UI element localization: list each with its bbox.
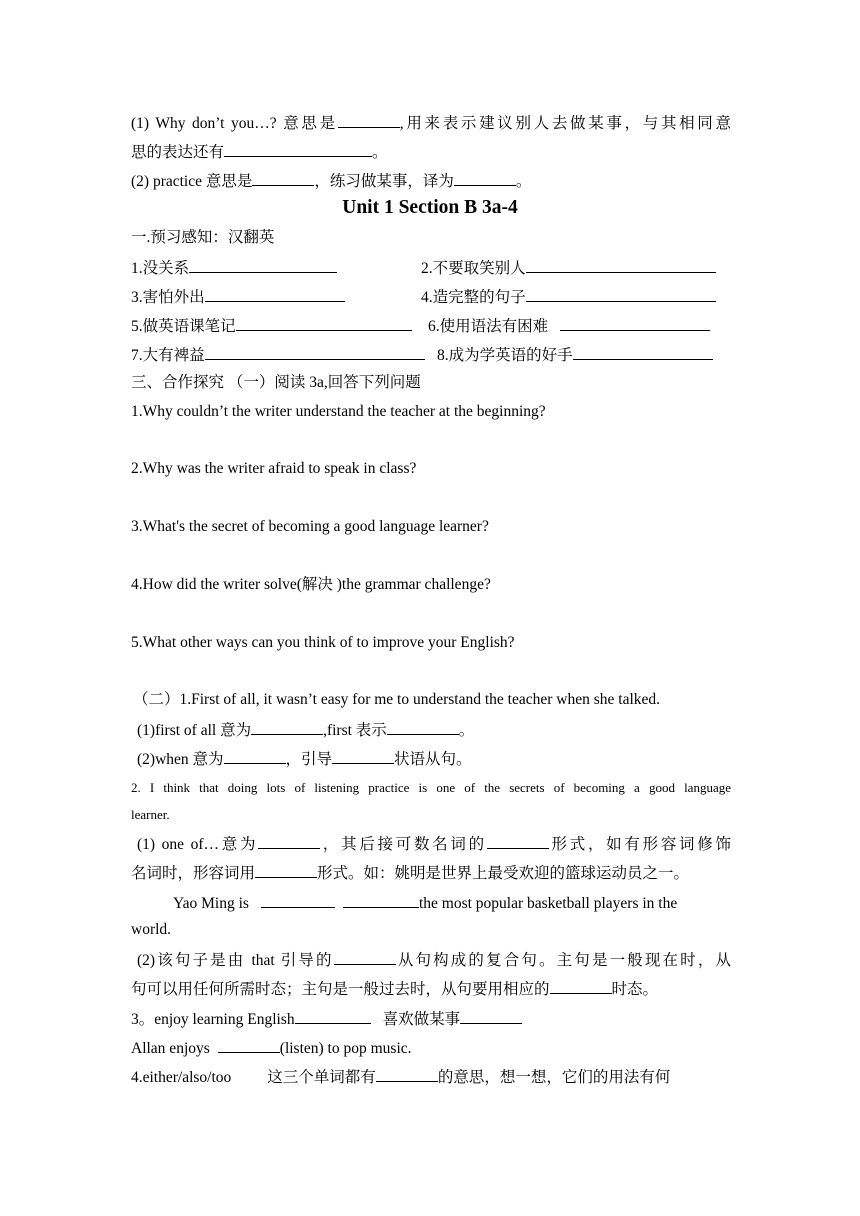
sentence-2-q1-line-1: [137, 833, 731, 855]
blank[interactable]: [487, 833, 549, 849]
text: 形式，如有形容词修饰: [548, 836, 731, 853]
question-1: 1.Why couldn’t the writer understand the teacher at the beginning?: [131, 403, 546, 420]
preview-label: 8.成为学英语的好手: [437, 347, 573, 364]
blank[interactable]: [343, 892, 419, 908]
sentence-4: [131, 1066, 670, 1088]
question-3: 3.What's the secret of becoming a good language learner?: [131, 518, 489, 535]
preview-label: 7.大有裨益: [131, 347, 205, 364]
blank[interactable]: [573, 344, 713, 360]
intro-line-3: [131, 170, 531, 192]
preview-heading: 一.预习感知：汉翻英: [131, 229, 275, 246]
blank[interactable]: [295, 1008, 371, 1024]
blank[interactable]: [189, 257, 337, 273]
blank[interactable]: [332, 748, 394, 764]
sentence-2-q1-line-3: [173, 892, 677, 914]
text: Yao Ming is: [173, 895, 249, 912]
preview-label: 3.害怕外出: [131, 289, 205, 306]
blank[interactable]: [224, 141, 372, 157]
blank[interactable]: [205, 344, 425, 360]
text: 句可以用任何所需时态；主句是一般过去时，从句要用相应的: [131, 981, 550, 998]
text: the most popular basketball players in the: [418, 895, 678, 912]
sentence-2-q2-line-2: [131, 978, 658, 1000]
blank[interactable]: [460, 1008, 522, 1024]
sentence-1-q2: [137, 748, 472, 770]
explore-heading: 三、合作探究 （一）阅读 3a,回答下列问题: [131, 374, 421, 391]
text: (listen) to pop music.: [279, 1040, 412, 1057]
blank[interactable]: [255, 862, 317, 878]
question-4: 4.How did the writer solve(解决 )the grammar challenge?: [131, 576, 491, 593]
text: 状语从句。: [394, 751, 472, 768]
blank[interactable]: [560, 315, 710, 331]
blank[interactable]: [205, 286, 345, 302]
intro-text: ，练习做某事，译为: [314, 173, 454, 190]
blank[interactable]: [252, 170, 314, 186]
sentence-2-q2-line-1: [137, 949, 731, 971]
sentence-1-q1: [137, 719, 474, 741]
text: ，其后接可数名词的: [320, 836, 487, 853]
sentence-2-line-1: 2. I think that doing lots of listening practice is one of the secrets of becoming a good language: [131, 780, 731, 795]
text: 的意思，想一想，它们的用法有何: [437, 1069, 671, 1086]
page-title: Unit 1 Section B 3a-4: [342, 197, 518, 218]
intro-text: (1) Why don’t you…? 意思是: [131, 115, 338, 132]
blank[interactable]: [387, 719, 459, 735]
blank[interactable]: [526, 286, 716, 302]
blank[interactable]: [236, 315, 412, 331]
preview-label: 1.没关系: [131, 260, 190, 277]
intro-text: 思的表达还有: [131, 144, 225, 161]
blank[interactable]: [334, 949, 396, 965]
preview-label: 2.不要取笑别人: [421, 260, 526, 277]
blank[interactable]: [218, 1037, 280, 1053]
question-2: 2.Why was the writer afraid to speak in class?: [131, 460, 417, 477]
intro-line-1: [131, 112, 731, 134]
question-5: 5.What other ways can you think of to improve your English?: [131, 634, 515, 651]
preview-label: 4.造完整的句子: [421, 289, 526, 306]
blank[interactable]: [454, 170, 516, 186]
text: 从句构成的复合句。主句是一般现在时，从: [395, 952, 731, 969]
intro-text: (2) practice 意思是: [131, 173, 253, 190]
text: 4.either/also/too: [131, 1069, 232, 1086]
text: ，引导: [285, 751, 333, 768]
preview-label: 5.做英语课笔记: [131, 318, 236, 335]
sentence-2-line-2: learner.: [131, 807, 170, 822]
blank[interactable]: [526, 257, 716, 273]
sentence-2-q1-line-4: world.: [131, 921, 172, 938]
blank[interactable]: [376, 1066, 438, 1082]
sentence-2-q1-line-2: [131, 862, 689, 884]
text: Allan enjoys: [131, 1040, 210, 1057]
blank[interactable]: [258, 833, 320, 849]
preview-label: 6.使用语法有困难: [428, 318, 549, 335]
blank[interactable]: [550, 978, 612, 994]
intro-text: 。: [515, 173, 532, 190]
blank[interactable]: [338, 112, 400, 128]
text: 这三个单词都有: [267, 1069, 376, 1086]
text: 3。enjoy learning English: [131, 1011, 295, 1028]
text: (2)该句子是由 that 引导的: [137, 952, 334, 969]
sentence-1: （二）1.First of all, it wasn’t easy for me to understand the teacher when she talked.: [133, 691, 661, 708]
text: 。: [458, 722, 475, 739]
text: 时态。: [611, 981, 659, 998]
intro-text: 。: [372, 144, 388, 161]
text: 名词时，形容词用: [131, 865, 256, 882]
sentence-3-example: [131, 1037, 412, 1059]
text: (1)first of all 意为: [137, 722, 252, 739]
sentence-3: [131, 1008, 522, 1030]
text: 形式。如：姚明是世界上最受欢迎的篮球运动员之一。: [317, 865, 690, 882]
text: ,first 表示: [323, 722, 387, 739]
blank[interactable]: [251, 719, 323, 735]
intro-text: ,用来表示建议别人去做某事，与其相同意: [399, 115, 731, 132]
text: (2)when 意为: [137, 751, 224, 768]
text: 喜欢做某事: [382, 1011, 461, 1028]
blank[interactable]: [261, 892, 335, 908]
text: (1) one of…意为: [137, 836, 259, 853]
blank[interactable]: [224, 748, 286, 764]
intro-line-2: [131, 141, 388, 163]
